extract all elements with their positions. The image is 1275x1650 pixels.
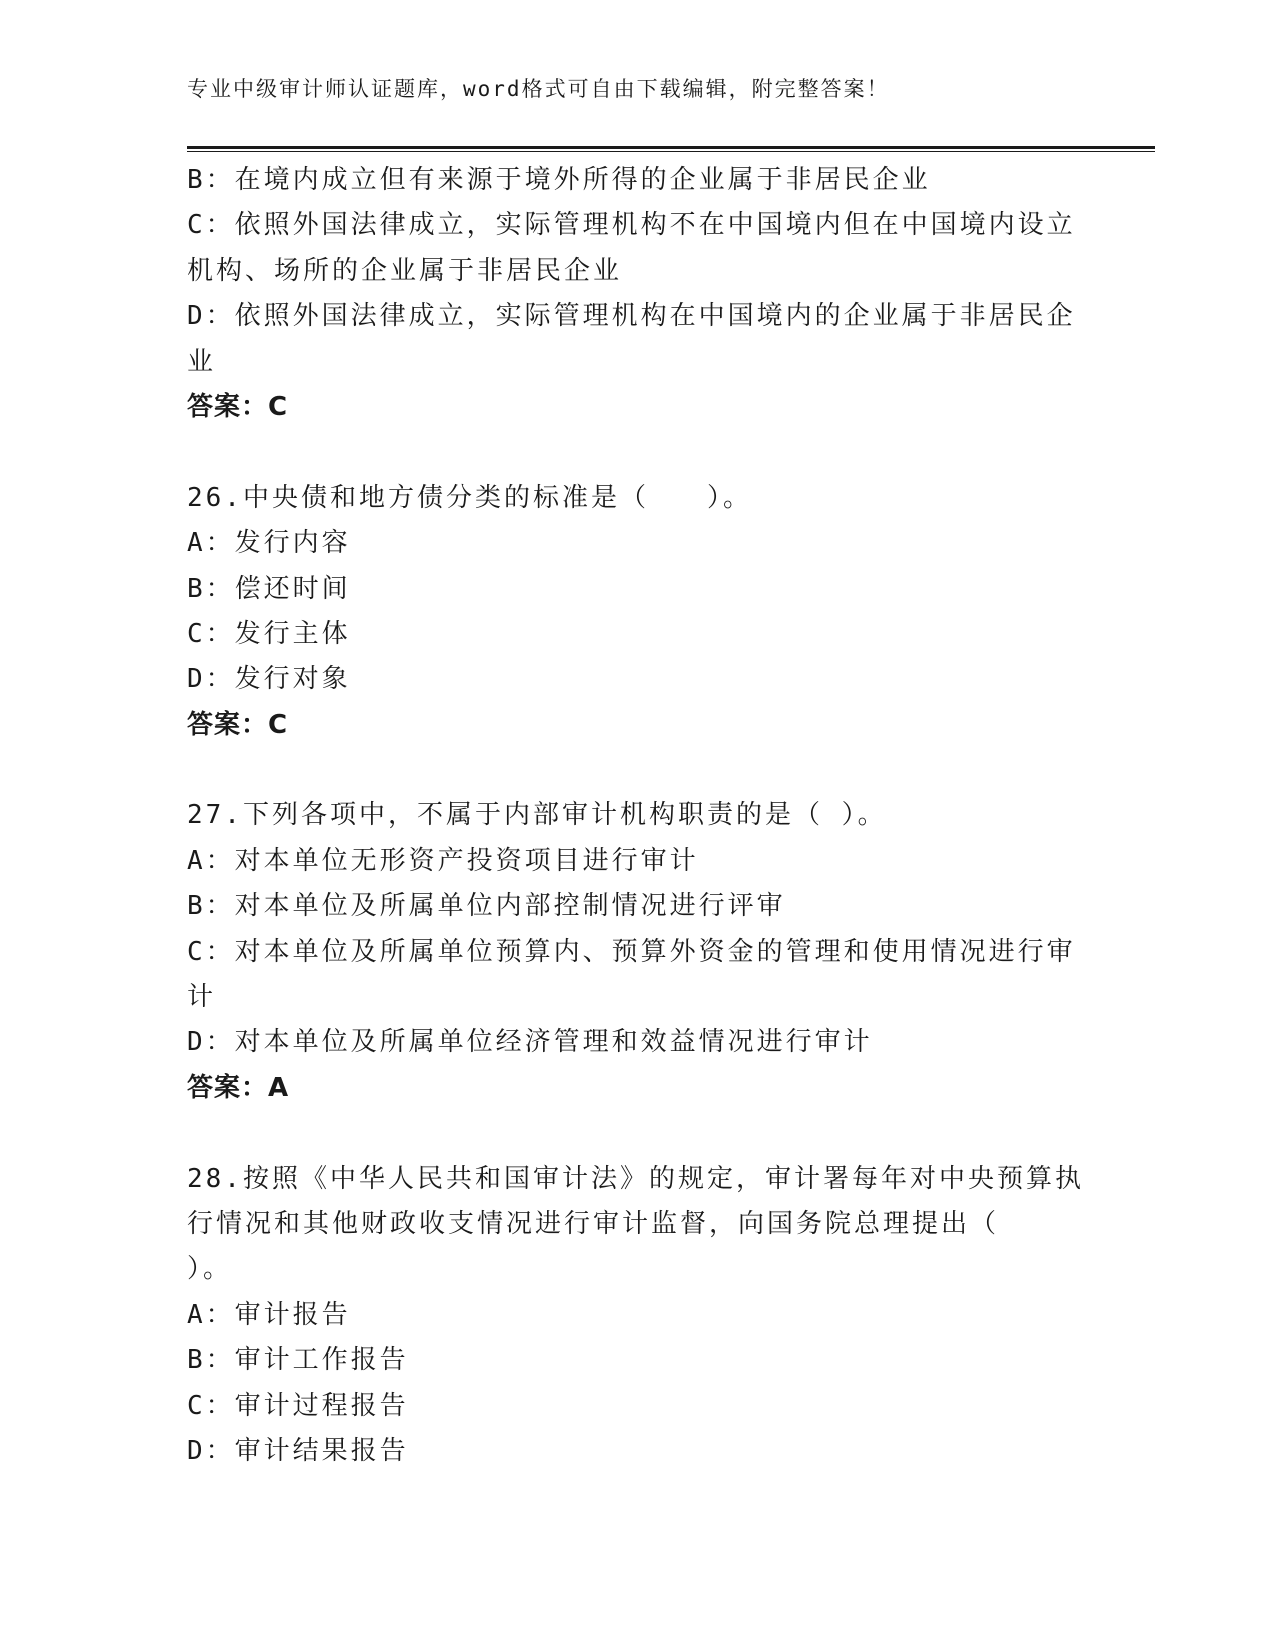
question-28 (187, 1157, 1087, 1475)
q25-option-d-line2: 业 (187, 346, 217, 377)
q27-option-b: B：对本单位及所属单位内部控制情况进行评审 (187, 891, 786, 922)
q27-answer: 答案：A (187, 1072, 290, 1103)
spacer (187, 748, 1087, 793)
q27-option-c-line1: C：对本单位及所属单位预算内、预算外资金的管理和使用情况进行审 (187, 936, 1076, 967)
q25-answer: 答案：C (187, 391, 289, 422)
q26-option-c: C：发行主体 (187, 618, 351, 649)
q28-question-line2: 行情况和其他财政收支情况进行审计监督，向国务院总理提出（ (187, 1208, 1000, 1239)
q28-question-line3: ）。 (187, 1254, 233, 1285)
q26-question: 26.中央债和地方债分类的标准是（ ）。 (187, 482, 752, 513)
spacer (187, 1111, 1087, 1156)
q28-question-line1: 28.按照《中华人民共和国审计法》的规定，审计署每年对中央预算执 (187, 1163, 1084, 1194)
q28-option-a: A：审计报告 (187, 1299, 351, 1330)
q26-answer: 答案：C (187, 709, 289, 740)
q27-option-a: A：对本单位无形资产投资项目进行审计 (187, 845, 699, 876)
q28-option-d: D：审计结果报告 (187, 1435, 409, 1466)
q25-option-b: B：在境内成立但有来源于境外所得的企业属于非居民企业 (187, 165, 931, 195)
q26-option-a: A：发行内容 (187, 528, 351, 559)
header-rule-thin (187, 151, 1155, 152)
q28-option-c: C：审计过程报告 (187, 1390, 409, 1421)
question-27 (187, 793, 1087, 1111)
question-26 (187, 476, 1087, 748)
q25-option-c-line2: 机构、场所的企业属于非居民企业 (187, 255, 623, 286)
q26-option-d: D：发行对象 (187, 664, 351, 695)
q28-option-b: B：审计工作报告 (187, 1345, 409, 1376)
q27-question: 27.下列各项中，不属于内部审计机构职责的是（ ）。 (187, 800, 887, 831)
header-rule-thick (187, 146, 1155, 149)
question-content (187, 158, 1087, 1474)
q25-option-c-line1: C：依照外国法律成立，实际管理机构不在中国境内但在中国境内设立 (187, 210, 1076, 241)
q27-option-d: D：对本单位及所属单位经济管理和效益情况进行审计 (187, 1027, 873, 1058)
spacer (187, 430, 1087, 475)
q25-option-d-line1: D：依照外国法律成立，实际管理机构在中国境内的企业属于非居民企 (187, 301, 1076, 332)
question-25-tail (187, 158, 1087, 430)
page-header: 专业中级审计师认证题库，word格式可自由下载编辑，附完整答案！ (187, 77, 890, 101)
q27-option-c-line2: 计 (187, 982, 217, 1013)
q26-option-b: B：偿还时间 (187, 573, 351, 604)
